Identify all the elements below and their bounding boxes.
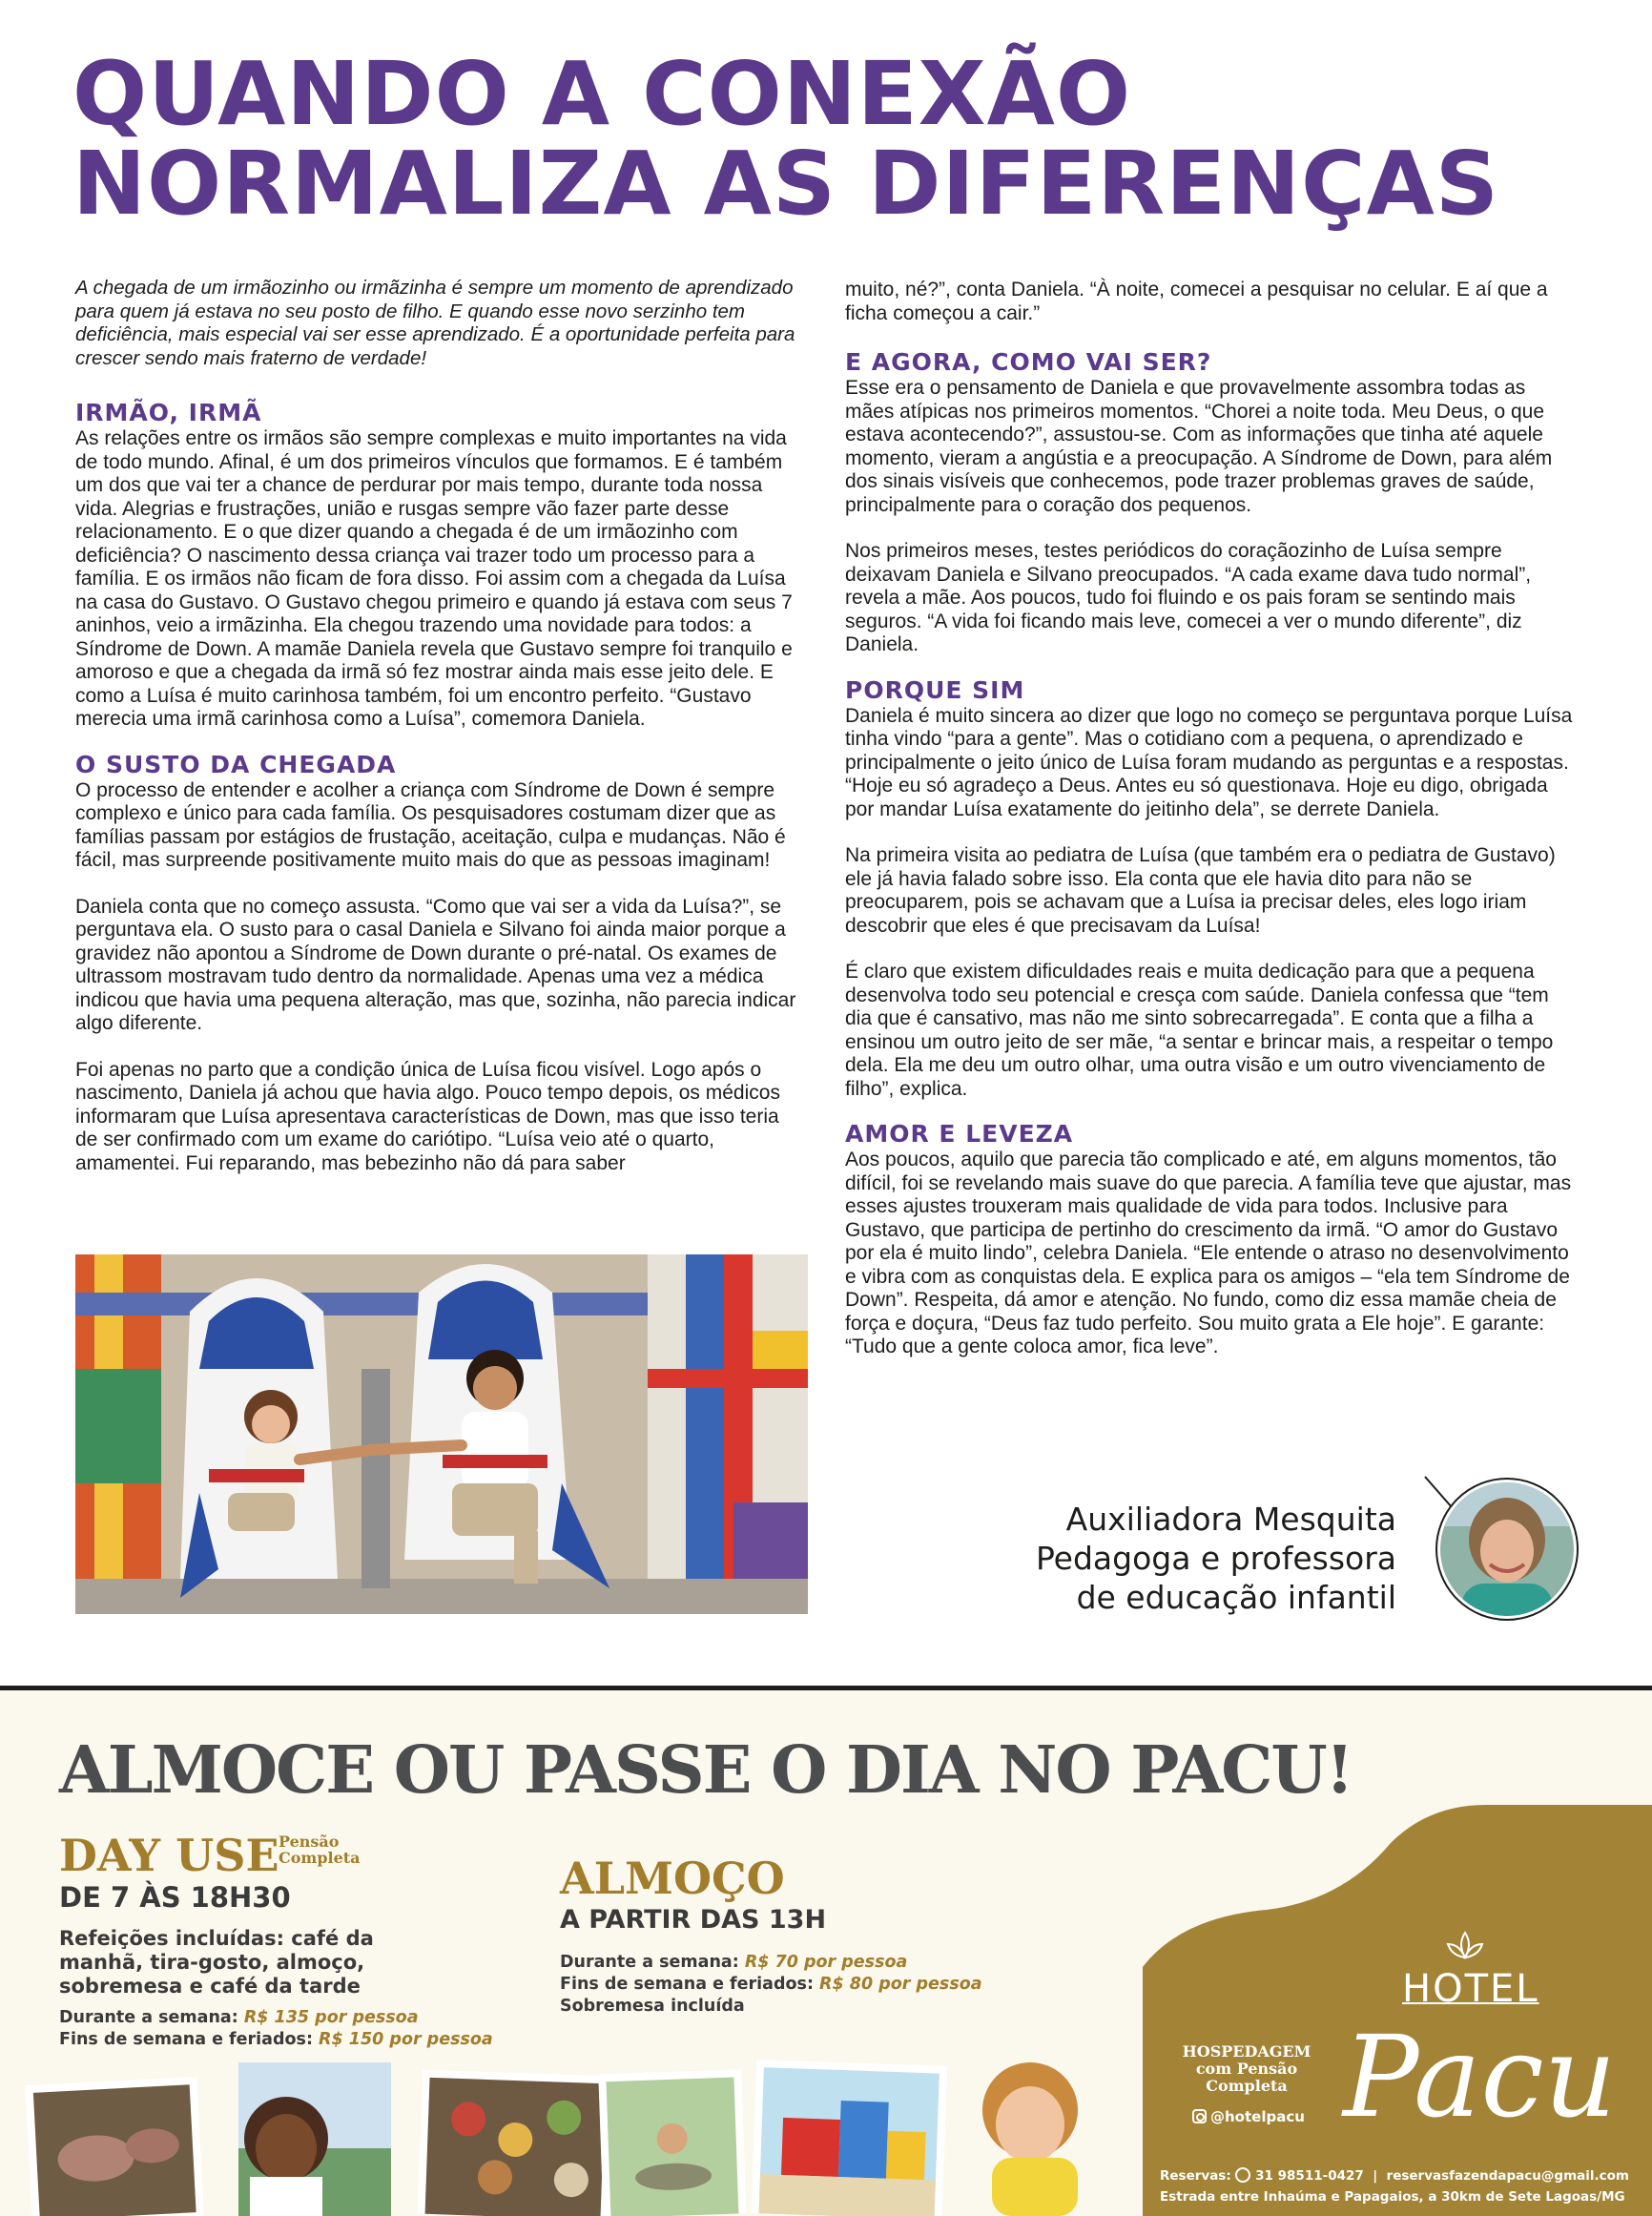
hospedagem-line-1: HOSPEDAGEM — [1182, 2042, 1311, 2061]
day-use-title: DAY USE — [59, 1830, 279, 1881]
day-use-weekday-price: R$ 135 por pessoa — [243, 2008, 419, 2027]
article-photo-children — [75, 1254, 808, 1614]
hospedagem-text — [1175, 2043, 1318, 2095]
lunch-prices — [560, 1952, 982, 2018]
article-column-left — [75, 277, 796, 1175]
section-irmao-paragraph: As relações entre os irmãos são sempre complexas e muito importantes na vida de todo mundo. Afinal, é um dos primeiros vínculos que formamos. E é também um dos que vai ter a chance de perdurar por mais tempo, durante toda nossa vida. Alegrias e frustrações, união e rusgas sempre vão fazer parte desse relacionamento. E o que dizer quando a chegada é de um irmãozinho com deficiência? O nascimento dessa criança vai trazer todo um processo para a família. E os irmãos não ficam de fora disso. Foi assim com a chegada da Luísa na casa do Gustavo. O Gustavo chegou primeiro e quando já estava com seus 7 aninhos, veio a irmãzinha. Ela chegou trazendo uma novidade para todos: a Síndrome de Down. A mamãe Daniela revela que Gustavo sempre foi tranquilo e amoroso e que a chegada da irmã só fez mostrar ainda mais esse jeito dele. E como a Luísa é muito carinhosa também, foi um encontro perfeito. “Gustavo merecia uma irmã carinhosa como a Luísa”, comemora Daniela. — [75, 427, 793, 730]
article-headline — [72, 43, 1599, 235]
author-avatar — [1414, 1469, 1581, 1622]
instagram-icon — [1192, 2109, 1207, 2123]
author-name: Auxiliadora Mesquita — [1065, 1501, 1396, 1538]
address: Estrada entre Inhaúma e Papagaios, a 30km de Sete Lagoas/MG — [1160, 2189, 1625, 2205]
section-title-amor-leveza: AMOR E LEVEZA — [845, 1120, 1074, 1148]
section-susto-paragraph-2: Daniela conta que no começo assusta. “Como que vai ser a vida da Luísa?”, se perguntava ela. O susto para o casal Daniela e Silvano foi ainda maior porque a gravidez não apontou a Síndrome de Down durante o pré-natal. Os exames de ultrassom mostravam tudo dentro da normalidade. Apenas uma vez a médica indicou que havia uma pequena alteração, mas que, sozinha, não parecia indicar algo diferente. — [75, 895, 796, 1034]
whatsapp-icon — [1235, 2167, 1250, 2183]
day-use-weekend-label: Fins de semana e feriados: — [59, 2030, 313, 2049]
section-susto-paragraph-3: Foi apenas no parto que a condição única de Luísa ficou visível. Logo após o nascimento, Daniela já achou que havia algo. Pouco tempo depois, os médicos informaram que Luísa apresentava características de Down, mas que isso teria de ser confirmado com um exame do cariótipo. “Luísa veio até o quarto, amamentei. Fui reparando, mas bebezinho não dá para saber — [75, 1058, 780, 1174]
brand-pacu-word: Pacu — [1343, 2011, 1617, 2143]
article-lead: A chegada de um irmãozinho ou irmãzinha é sempre um momento de aprendizado para quem já estava no seu posto de filho. E quando esse novo serzinho tem deficiência, mais especial vai ser esse aprendizado. É a oportunidade perfeita para crescer sendo mais fraterno de verdade! — [75, 277, 795, 369]
lunch-weekend-label: Fins de semana e feriados: — [560, 1975, 814, 1994]
hotel-pacu-brand-block — [1143, 1805, 1652, 2216]
section-title-porque-sim: PORQUE SIM — [845, 675, 1025, 704]
section-title-irmao: IRMÃO, IRMÃ — [75, 399, 262, 426]
email-address: reservasfazendapacu@gmail.com — [1386, 2168, 1629, 2184]
lunch-weekday-line — [560, 1952, 982, 1974]
contact-reservas-line: Reservas: 31 98511-0427 | reservasfazendapacu@gmail.com — [1160, 2168, 1629, 2184]
section-porque-sim-paragraph-3: É claro que existem dificuldades reais e muita dedicação para que a pequena desenvolva todo seu potencial e cresça com saúde. Daniela confessa que “tem dia que é cansativo, mas não me sinto sobrecarregada”. E conta que a filha a ensinou um outro jeito de ser mãe, “a sentar e brincar mais, a respeitar o tempo dela. Ela me deu um outro olhar, uma outra visão e um outro vivenciamento de filho”, explica. — [845, 961, 1554, 1100]
section-e-agora-paragraph-1: Esse era o pensamento de Daniela e que provavelmente assombra todas as mães atípicas nos primeiros momentos. “Chorei a noite toda. Meu Deus, o que estava acontecendo?”, assustou-se. Com as informações que tinha até aquele momento, vieram a angústia e a preocupação. A Síndrome de Down, para além dos sinais visíveis que conhecemos, pode trazer problemas graves de saúde, principalmente para o coração dos pequenos. — [845, 377, 1553, 516]
article-column-right — [845, 279, 1580, 1359]
hotel-pacu-ad — [0, 1690, 1652, 2216]
hospedagem-line-2: com Pensão — [1195, 2060, 1298, 2078]
day-use-description: Refeições incluídas: café da manhã, tira-gosto, almoço, sobremesa e café da tarde — [59, 1927, 374, 1998]
section-title-susto: O SUSTO DA CHEGADA — [75, 750, 397, 778]
day-use-tag: Pensão Completa — [279, 1833, 361, 1867]
lunch-weekday-price: R$ 70 por pessoa — [744, 1953, 908, 1972]
lotus-icon — [1444, 1931, 1486, 1961]
ad-title: ALMOCE OU PASSE O DIA NO PACU! — [59, 1732, 1353, 1809]
section-susto-paragraph-3-continued: muito, né?”, conta Daniela. “À noite, comecei a pesquisar no celular. E aí que a ficha começou a cair.” — [845, 279, 1548, 324]
instagram-handle — [1192, 2108, 1305, 2125]
lunch-hours: A PARTIR DAS 13H — [560, 1905, 827, 1935]
ad-photo-strip — [0, 2034, 1164, 2216]
day-use-weekend-price: R$ 150 por pessoa — [319, 2030, 493, 2049]
brand-hotel-word: HOTEL — [1402, 1967, 1539, 2011]
lunch-weekend-price: R$ 80 por pessoa — [819, 1975, 982, 1994]
lunch-title: ALMOÇO — [560, 1853, 785, 1904]
section-porque-sim-paragraph-2: Na primeira visita ao pediatra de Luísa (que também era o pediatra de Gustavo) ele já havia falado sobre isso. Ela conta que ele havia dito para não se preocuparem, pois se achavam que a Luísa ia precisar deles, eles logo iriam descobrir que eles é que precisavam da Luísa! — [845, 844, 1556, 937]
day-use-weekday-line — [59, 2007, 493, 2029]
instagram-text: @hotelpacu — [1210, 2108, 1305, 2125]
section-porque-sim-paragraph-1: Daniela é muito sincera ao dizer que logo no começo se perguntava porque Luísa tinha vindo “para a gente”. Mas o cotidiano com a pequena, o aprendizado e principalmente o jeito único de Luísa foram mudando as perguntas e a respostas. “Hoje eu só agradeço a Deus. Antes eu só questionava. Hoje eu digo, obrigada por mandar Luísa exatamente do jeitinho dela”, se derrete Daniela. — [845, 704, 1573, 820]
section-amor-leveza-paragraph: Aos poucos, aquilo que parecia tão complicado e até, em alguns momentos, tão difícil, foi se revelando mais suave do que parecia. A família teve que ajustar, mas esses ajustes trouxeram mais qualidade de vida para todos. Inclusive para Gustavo, que participa de pertinho do crescimento da irmã. “O amor do Gustavo por ela é muito lindo”, celebra Daniela. “Ele entende o atraso no desenvolvimento e vibra com as conquistas dela. E explica para os amigos – “ela tem Síndrome de Down”. Respeita, dá amor e atenção. No fundo, como diz essa mamãe cheia de força e doçura, “Deus faz tudo perfeito. Sou muito grata a Ele hoje”. E garante: “Tudo que a gente coloca amor, fica leve”. — [845, 1149, 1572, 1357]
reservas-label: Reservas: — [1160, 2168, 1231, 2184]
lunch-note: Sobremesa incluída — [560, 1997, 745, 2016]
phone-number: 31 98511-0427 — [1255, 2168, 1364, 2184]
day-use-weekday-label: Durante a semana: — [59, 2008, 238, 2027]
author-signature — [1036, 1500, 1396, 1617]
hospedagem-line-3: Completa — [1206, 2077, 1288, 2095]
lunch-weekend-line — [560, 1974, 982, 1996]
section-title-e-agora: E AGORA, COMO VAI SER? — [845, 348, 1212, 376]
contact-info — [1160, 2165, 1637, 2207]
headline-line-1: QUANDO A CONEXÃO — [72, 43, 1132, 145]
day-use-hours: DE 7 ÀS 18H30 — [59, 1881, 291, 1914]
author-role-line-1: Pedagoga e professora — [1035, 1540, 1396, 1577]
lunch-weekday-label: Durante a semana: — [560, 1953, 739, 1972]
headline-line-2: NORMALIZA AS DIFERENÇAS — [72, 133, 1500, 235]
section-susto-paragraph-1: O processo de entender e acolher a criança com Síndrome de Down é sempre complexo e único para cada família. Os pesquisadores costumam dizer que as famílias passam por estágios de frustação, aceitação, culpa e mudanças. Não é fácil, mas surpreende positivamente muito mais do que as pessoas imaginam! — [75, 778, 786, 871]
section-e-agora-paragraph-2: Nos primeiros meses, testes periódicos do coraçãozinho de Luísa sempre deixavam Daniela e Silvano preocupados. “A cada exame dava tudo normal”, revela a mãe. Aos poucos, tudo foi fluindo e os pais foram se sentindo mais seguros. “A vida foi ficando mais leve, comecei a ver o mundo diferente”, diz Daniela. — [845, 540, 1532, 655]
author-role-line-2: de educação infantil — [1076, 1579, 1396, 1616]
